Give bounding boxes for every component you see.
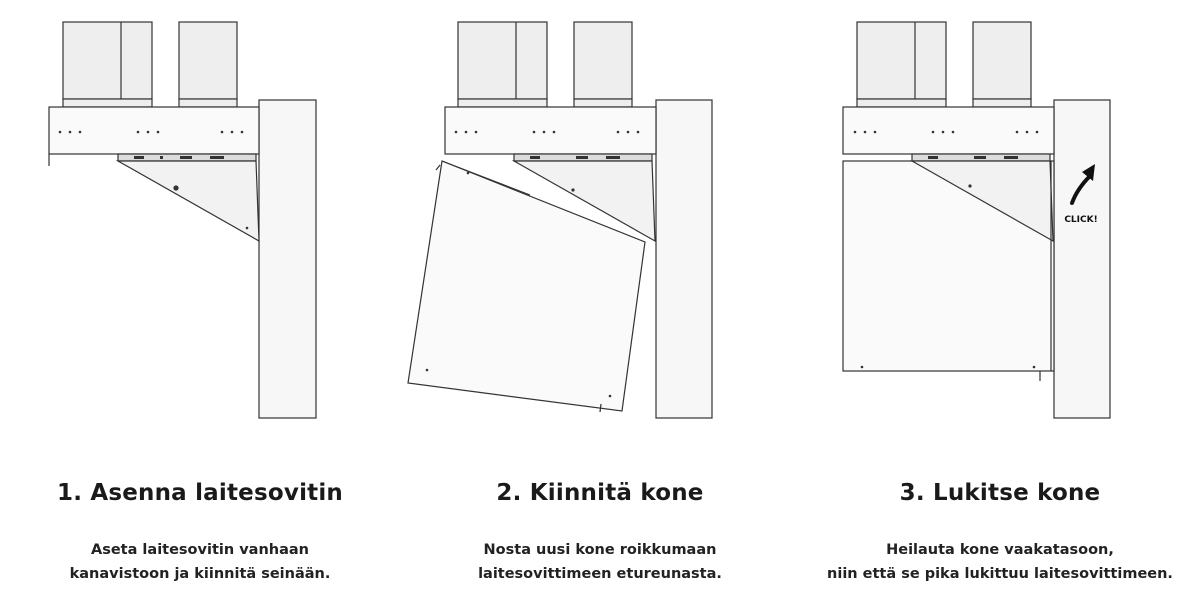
step-1-panel [0,0,400,600]
step-2-description [400,538,800,586]
step-3-illustration [800,0,1200,460]
old-housing [843,107,1054,154]
step-3-title: 3. Lukitse kone [899,480,1101,506]
step-2-illustration [400,0,800,460]
wall [259,100,316,418]
step-3-desc-line-1: Heilauta kone vaakatasoon, [886,542,1114,558]
step-3-panel [800,0,1200,600]
step-3-desc-line-2: niin että se pika lukittuu laitesovittimeen. [827,566,1173,582]
old-housing [49,107,259,154]
step-2-desc-line-1: Nosta uusi kone roikkumaan [483,542,717,558]
step-2-title: 2. Kiinnitä kone [496,480,704,506]
wall [656,100,712,418]
step-2-panel [400,0,800,600]
step-2-desc-line-2: laitesovittimeen etureunasta. [478,566,722,582]
old-housing [445,107,656,154]
step-1-title: 1. Asenna laitesovitin [56,480,343,506]
duct-right [179,22,237,99]
adapter-bracket [118,161,259,241]
step-3-description [800,538,1200,586]
click-label: CLICK! [1064,215,1098,225]
step-1-description [0,538,400,586]
wall [1054,100,1110,418]
duct-left [63,22,152,99]
step-1-illustration [0,0,400,460]
step-1-desc-line-1: Aseta laitesovitin vanhaan [90,542,309,558]
step-1-desc-line-2: kanavistoon ja kiinnitä seinään. [69,566,331,582]
